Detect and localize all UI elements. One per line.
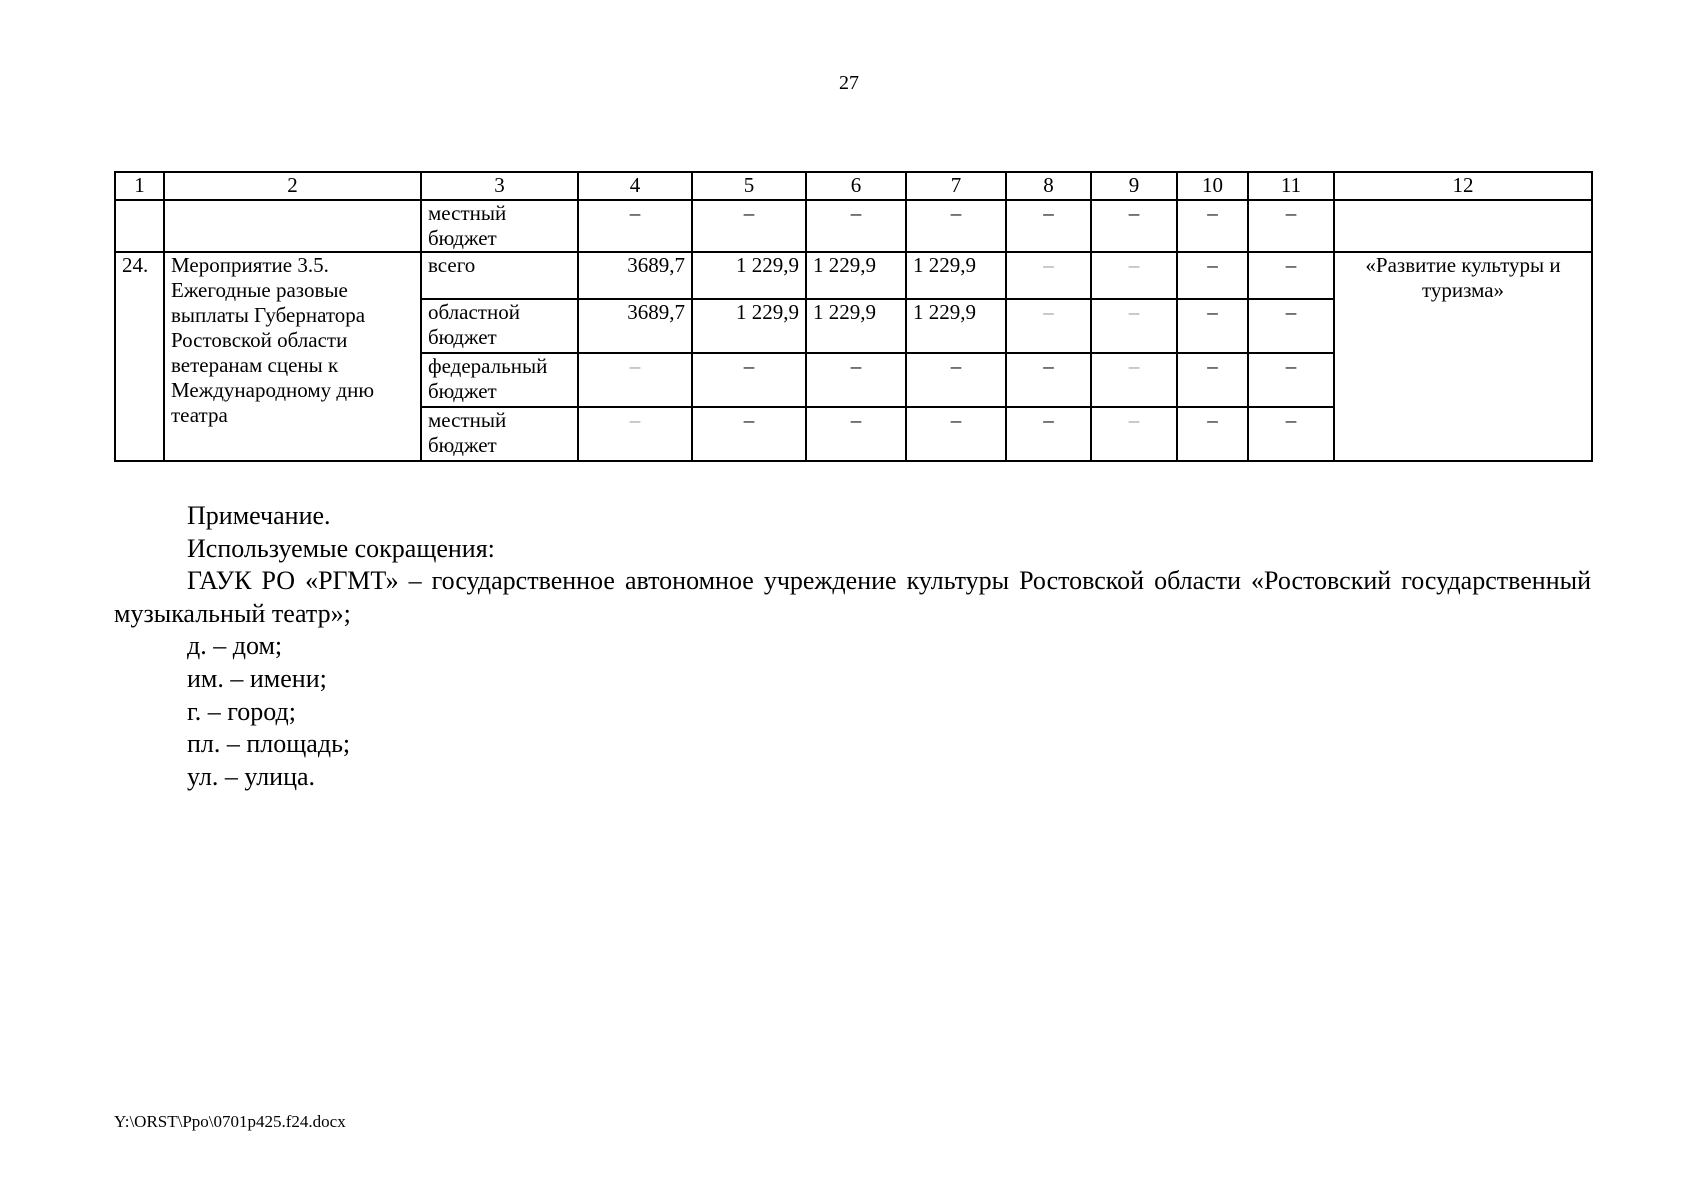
value-cell: 3689,7 xyxy=(578,299,692,353)
value-cell: 1 229,9 xyxy=(692,252,806,299)
dash-cell: – xyxy=(1006,353,1091,407)
dash-cell: – xyxy=(1091,353,1177,407)
column-header: 5 xyxy=(692,172,806,200)
dash-cell: – xyxy=(806,353,906,407)
value-cell: 1 229,9 xyxy=(806,252,906,299)
dash-cell: – xyxy=(692,353,806,407)
column-header: 10 xyxy=(1177,172,1248,200)
notes-subtitle: Используемые сокращения: xyxy=(187,533,495,563)
value-cell: 1 229,9 xyxy=(806,299,906,353)
dash-cell: – xyxy=(1091,407,1177,461)
dash-cell: – xyxy=(1091,200,1177,252)
funding-source: всего xyxy=(421,252,578,299)
item-name: Мероприятие 3.5. Ежегодные разовые выплаты Губернатора Ростовской области ветеранам сцены к Международному дню театра xyxy=(164,252,421,461)
funding-source: федеральный бюджет xyxy=(421,353,578,407)
column-header: 11 xyxy=(1248,172,1334,200)
page-number: 27 xyxy=(839,72,859,94)
dash-cell: – xyxy=(1248,252,1334,299)
value-cell: 1 229,9 xyxy=(906,299,1006,353)
dash-cell: – xyxy=(1177,353,1248,407)
dash-cell: – xyxy=(906,200,1006,252)
item-number: 24. xyxy=(115,252,164,461)
column-header: 1 xyxy=(115,172,164,200)
notes-title: Примечание. xyxy=(187,501,331,530)
dash-cell: – xyxy=(692,407,806,461)
abbreviation-gauk: ГАУК РО «РГМТ» – государственное автономное учреждение культуры Ростовской области «Ростовский государственный музыкальный театр»; xyxy=(114,566,1591,628)
abbreviation-item: пл. – площадь; xyxy=(187,729,351,759)
column-header: 3 xyxy=(421,172,578,200)
dash-cell: – xyxy=(1177,407,1248,461)
abbreviation-item: им. – имени; xyxy=(187,663,327,693)
dash-cell: – xyxy=(1248,200,1334,252)
abbreviation-item: г. – город; xyxy=(187,696,296,726)
funding-source: местный бюджет xyxy=(421,407,578,461)
dash-cell: – xyxy=(806,407,906,461)
budget-table xyxy=(114,171,1593,462)
column-header: 6 xyxy=(806,172,906,200)
dash-cell: – xyxy=(1177,200,1248,252)
program-name: «Развитие культуры и туризма» xyxy=(1334,252,1592,461)
dash-cell: – xyxy=(1006,252,1091,299)
table-row xyxy=(115,252,1592,299)
dash-cell: – xyxy=(1091,252,1177,299)
abbreviation-item: ул. – улица. xyxy=(187,761,316,791)
dash-cell: – xyxy=(1006,407,1091,461)
value-cell: 1 229,9 xyxy=(906,252,1006,299)
empty-cell xyxy=(164,200,421,252)
dash-cell: – xyxy=(1248,353,1334,407)
column-header: 4 xyxy=(578,172,692,200)
column-header: 2 xyxy=(164,172,421,200)
dash-cell: – xyxy=(1248,299,1334,353)
dash-cell: – xyxy=(578,353,692,407)
column-header: 9 xyxy=(1091,172,1177,200)
dash-cell: – xyxy=(1248,407,1334,461)
empty-cell xyxy=(1334,200,1592,252)
dash-cell: – xyxy=(692,200,806,252)
dash-cell: – xyxy=(1006,200,1091,252)
table-header-row xyxy=(115,172,1592,200)
empty-cell xyxy=(115,200,164,252)
column-header: 12 xyxy=(1334,172,1592,200)
column-header: 7 xyxy=(906,172,1006,200)
dash-cell: – xyxy=(906,407,1006,461)
dash-cell: – xyxy=(578,407,692,461)
dash-cell: – xyxy=(1006,299,1091,353)
column-header: 8 xyxy=(1006,172,1091,200)
dash-cell: – xyxy=(578,200,692,252)
funding-source: местный бюджет xyxy=(421,200,578,252)
dash-cell: – xyxy=(806,200,906,252)
funding-source: областной бюджет xyxy=(421,299,578,353)
abbreviation-item: д. – дом; xyxy=(187,631,283,661)
dash-cell: – xyxy=(906,353,1006,407)
dash-cell: – xyxy=(1177,252,1248,299)
value-cell: 1 229,9 xyxy=(692,299,806,353)
value-cell: 3689,7 xyxy=(578,252,692,299)
dash-cell: – xyxy=(1177,299,1248,353)
notes-section xyxy=(114,500,1591,793)
file-path-footer: Y:\ORST\Ppo\0701p425.f24.docx xyxy=(114,1112,346,1131)
table-row xyxy=(115,200,1592,252)
dash-cell: – xyxy=(1091,299,1177,353)
